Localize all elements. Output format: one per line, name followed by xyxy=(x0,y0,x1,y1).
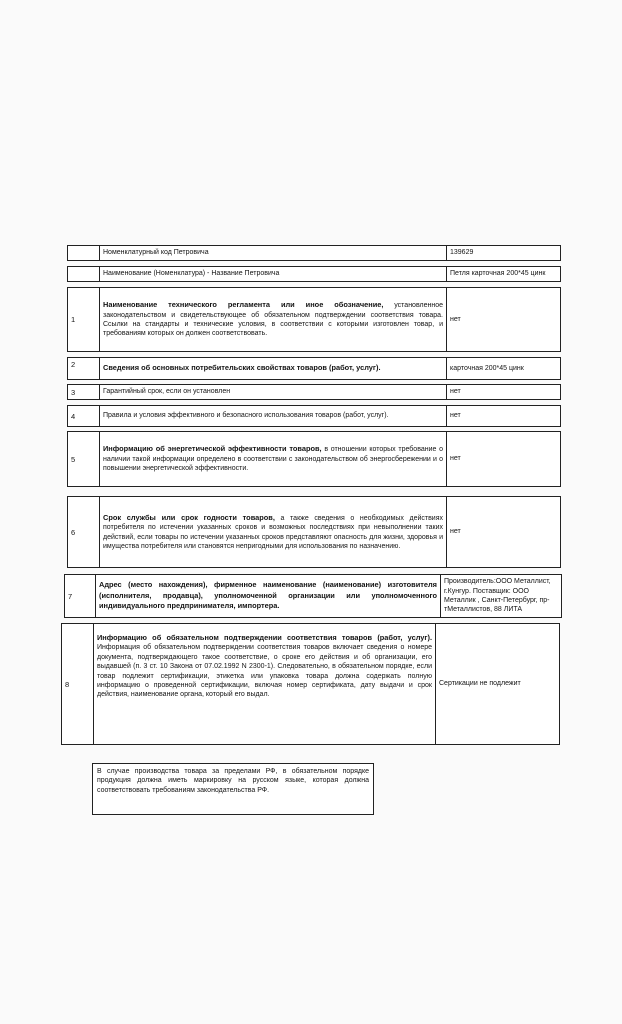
row-value: карточная 200*45 цинк xyxy=(450,364,524,372)
row-description xyxy=(100,288,447,351)
header-row-value: Петля карточная 200*45 цинк xyxy=(450,270,546,278)
row-value: нет xyxy=(450,412,461,420)
row-number: 8 xyxy=(62,624,94,744)
header-row-value: 139629 xyxy=(450,249,474,257)
row-value: нет xyxy=(450,388,461,396)
row-heading: Наименование технического регламента или иное обозначение, xyxy=(103,300,384,310)
table-row-8 xyxy=(61,623,560,745)
table-row-1 xyxy=(67,287,561,352)
header-row-num xyxy=(68,267,100,281)
row-number: 6 xyxy=(68,497,100,567)
row-number: 5 xyxy=(68,432,100,486)
russian-labeling-note: В случае производства товара за пределами РФ, в обязательном порядке продукция должна иметь маркировку на русском языке, которая должна соответствовать требованиям законодательства РФ. xyxy=(92,763,374,815)
row-description xyxy=(100,406,447,426)
header-row-code xyxy=(67,245,561,261)
row-heading: Адрес (место нахождения), фирменное наименование (наименование) изготовителя (исполнителя, продавца), уполномоченной организации или уполномоченного индивидуального предпринимателя, импортера. xyxy=(99,580,437,611)
row-description xyxy=(94,624,436,744)
header-row-num xyxy=(68,246,100,260)
row-value: Сертикации не подлежит xyxy=(439,680,521,688)
table-row-7 xyxy=(64,574,562,618)
row-value: нет xyxy=(450,528,461,536)
table-row-6 xyxy=(67,496,561,568)
row-number: 3 xyxy=(68,385,100,399)
row-description xyxy=(100,432,447,486)
row-number: 4 xyxy=(68,406,100,426)
row-text: а также сведения о необходимых действиях потребителя по истечении указанных сроков и возможных последствиях при невыполнении таких действий, если товары по истечении указанных сроков представляют опасность для жизни, здоровья и имущества потребителя или становятся непригодными для использования по назначению. xyxy=(103,514,443,550)
header-row-label: Наименование (Номенклатура) - Название Петровича xyxy=(100,267,447,281)
row-heading: Срок службы или срок годности товаров, xyxy=(103,512,275,522)
row-heading: Информацию об энергетической эффективности товаров, xyxy=(103,444,322,454)
row-heading: Сведения об основных потребительских свойствах товаров (работ, услуг). xyxy=(103,363,381,373)
row-value: нет xyxy=(450,315,461,323)
header-row-name xyxy=(67,266,561,282)
row-number: 2 xyxy=(68,358,100,379)
table-row-4 xyxy=(67,405,561,427)
table-row-2 xyxy=(67,357,561,380)
table-row-5 xyxy=(67,431,561,487)
row-text: Гарантийный срок, если он установлен xyxy=(103,388,231,396)
row-description xyxy=(100,385,447,399)
row-heading: Информацию об обязательном подтверждении соответствия товаров (работ, услуг). xyxy=(97,633,432,642)
row-text: Информация об обязательном подтверждении соответствия товаров включает сведения о номере документа, подтверждающего такое соответствие, о сроке его действия и об организации, его выдавшей (п. 3 ст. 10 Закона от 07.02.1992 N 2300-1). Следовательно, в обязательном порядке, если товар подлежит сертификации, этикетка или упаковка товара должна содержать полную информацию о проведенной сертификации, включая номер сертификата, дату выдачи и срок действия, наименование органа, который его выдал. xyxy=(97,644,432,699)
row-number: 1 xyxy=(68,288,100,351)
row-value: нет xyxy=(450,455,461,463)
row-number: 7 xyxy=(65,575,96,617)
row-description xyxy=(100,497,447,567)
row-value: Производитель:ООО Металлист, г.Кунгур. Поставщик: ООО Металлик , Санкт-Петербург, пр-тМеталлистов, 88 ЛИТА xyxy=(444,578,551,614)
row-description xyxy=(96,575,441,617)
row-text: в отношении которых требование о наличии такой информации определено в соответствии с законодательством об энергосбережении и о повышении энергетической эффективности. xyxy=(103,446,443,473)
row-text: Правила и условия эффективного и безопасного использования товаров (работ, услуг). xyxy=(103,412,389,420)
row-description xyxy=(100,358,447,379)
header-row-label: Номенклатурный код Петровича xyxy=(100,246,447,260)
table-row-3 xyxy=(67,384,561,400)
row-text: установленное законодательством и свидетельствующее об обязательном подтверждении соответствия товара. Ссылки на стандарты и технические условия, в соответствии с которыми изготовлен товар, и требованиям которых он должен соответствовать. xyxy=(103,302,444,338)
